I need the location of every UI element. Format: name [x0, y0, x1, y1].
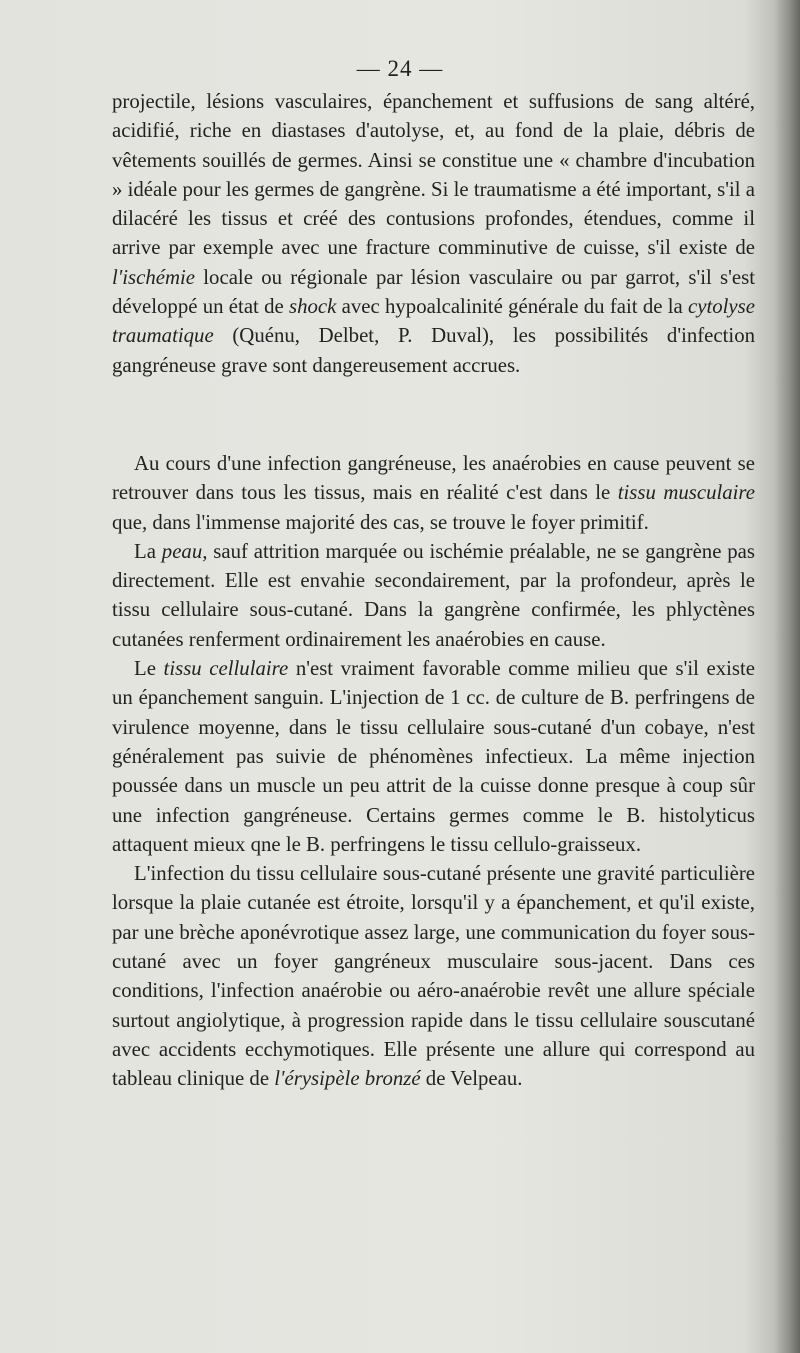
paragraph — [112, 654, 755, 859]
text-run: sauf attrition marquée ou ischémie préalable, ne se gangrène pas directement. Elle est envahie secondairement, par la profondeur, après le tissu cellulaire sous-cutané. Dans la gangrène confirmée, les phlyctènes cutanées renferment ordinairement les anaérobies en cause. — [112, 539, 756, 651]
text-run: Le — [134, 657, 164, 681]
text-run: n'est vraiment favorable comme milieu que s'il existe un épanchement sanguin. L'injection de 1 cc. de culture de B. perfringens de virulence moyenne, dans le tissu cellulaire sous-cutané d'un cobaye, n'est généralement pas suivie de phénomènes infectieux. La même injection poussée dans un muscle un peu attrit de la cuisse donne presque à coup sûr une infection gangréneuse. Certains germes comme le B. histolyticus attaquent mieux qne le B. perfringens le tissu cellulo-graisseux. — [112, 657, 756, 856]
text-run: L'infection du tissu cellulaire sous-cutané présente une gravité particulière lorsque la plaie cutanée est étroite, lorsqu'il y a épanchement, et qu'il existe, par une brèche aponévrotique assez large, une communication du foyer sous-cutané avec un foyer gangréneux musculaire sous-jacent. Dans ces conditions, l'infection anaérobie ou aéro-anaérobie revêt une allure spéciale surtout angiolytique, à progression rapide dans le tissu cellulaire souscutané avec accidents ecchymotiques. Elle présente une allure qui correspond au tableau clinique de — [112, 862, 755, 1091]
paragraph — [112, 859, 755, 1093]
text-run: avec hypoalcalinité générale du fait de la — [336, 295, 689, 319]
text-run: de Velpeau. — [420, 1067, 523, 1091]
text-run: Au cours d'une infection gangréneuse, les anaérobies en cause peuvent se retrouver dans tous les tissus, mais en réalité c'est dans le — [112, 452, 755, 505]
text-run: projectile, lésions vasculaires, épanchement et suffusions de sang altéré, acidifié, riche en diastases d'autolyse, et, au fond de la plaie, débris de vêtements souillés de germes. Ainsi se constitue une « chambre d'incubation » idéale pour les germes de gangrène. Si le traumatisme a été important, s'il a dilacéré les tissus et créé des contusions profondes, étendues, comme il arrive par exemple avec une fracture comminutive de cuisse, s'il existe de — [112, 90, 755, 260]
paragraph — [112, 449, 755, 537]
text-run: (Quénu, Delbet, P. Duval), les possibilités d'infection gangréneuse grave sont dangereusement accrues. — [112, 324, 755, 377]
italic-run: peau, — [161, 539, 208, 563]
italic-run: l'ischémie — [112, 265, 195, 289]
italic-run: shock — [289, 295, 337, 319]
page-number: — 24 — — [356, 56, 444, 81]
text-run: que, dans l'immense majorité des cas, se trouve le foyer primitif. — [112, 510, 649, 534]
paragraph — [112, 87, 755, 380]
text-run: La — [134, 539, 162, 563]
italic-run: cytolyse traumatique — [112, 295, 755, 348]
binding-edge-shadow — [774, 0, 800, 1353]
italic-run: tissu cellulaire — [163, 657, 289, 681]
text-run: locale ou régionale par lésion vasculaire ou par garrot, s'il s'est développé un état de — [112, 265, 755, 319]
paragraph — [112, 537, 755, 654]
text-block-main — [112, 449, 755, 1094]
text-block-continuation — [112, 87, 755, 380]
italic-run: tissu musculaire — [617, 481, 755, 505]
italic-run: l'érysipèle bronzé — [274, 1067, 421, 1091]
